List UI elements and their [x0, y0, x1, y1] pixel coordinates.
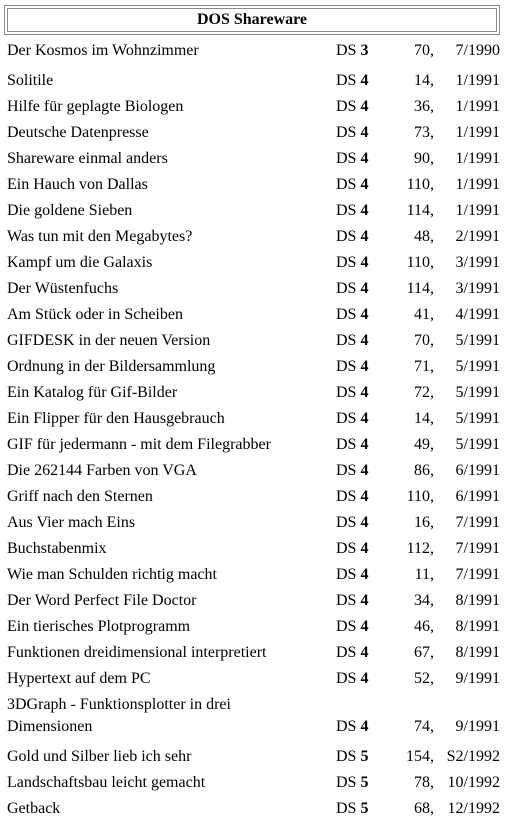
- issue-date: 7/1991: [455, 566, 500, 583]
- magazine-label: [336, 304, 368, 326]
- article-title: Funktionen dreidimensional interpretiert: [7, 644, 267, 661]
- issue-date: 1/1991: [455, 150, 500, 167]
- issue-date: 8/1991: [455, 618, 500, 635]
- article-title: Griff nach den Sternen: [7, 488, 153, 505]
- page-number: 68,: [414, 800, 434, 817]
- article-title: Hypertext auf dem PC: [7, 670, 151, 687]
- issue-number: 4: [360, 644, 369, 661]
- page-number: 11,: [414, 566, 434, 583]
- page-number: 70,: [414, 42, 434, 59]
- page-number: 48,: [414, 228, 434, 245]
- magazine-label: [336, 174, 368, 196]
- magazine-name: DS: [336, 774, 357, 791]
- magazine-name: DS: [336, 150, 357, 167]
- issue-date: 8/1991: [455, 644, 500, 661]
- magazine-label: [336, 382, 368, 404]
- magazine-name: DS: [336, 592, 357, 609]
- magazine-label: [336, 252, 368, 274]
- article-title: Ein tierisches Plotprogramm: [7, 618, 191, 635]
- page-number: 114,: [406, 280, 434, 297]
- article-title: Ein Hauch von Dallas: [7, 176, 148, 193]
- article-title: Kampf um die Galaxis: [7, 254, 153, 271]
- article-title: Aus Vier mach Eins: [7, 514, 136, 531]
- article-title: Solitile: [7, 72, 54, 89]
- issue-date: 5/1991: [455, 332, 500, 349]
- issue-date: 7/1990: [455, 42, 500, 59]
- article-title: Gold und Silber lieb ich sehr: [7, 748, 192, 765]
- issue-number: 4: [360, 72, 369, 89]
- article-title: GIFDESK in der neuen Version: [7, 332, 211, 349]
- page-number: 71,: [414, 358, 434, 375]
- article-title: Ordnung in der Bildersammlung: [7, 358, 216, 375]
- article-title: Buchstabenmix: [7, 540, 107, 557]
- magazine-name: DS: [336, 228, 357, 245]
- article-title: Der Wüstenfuchs: [7, 280, 119, 297]
- magazine-name: DS: [336, 540, 357, 557]
- page-number: 49,: [414, 436, 434, 453]
- issue-number: 4: [360, 176, 369, 193]
- magazine-label: [336, 512, 368, 534]
- page-number: 78,: [414, 774, 434, 791]
- page-number: 14,: [414, 72, 434, 89]
- issue-number: 4: [360, 124, 369, 141]
- issue-number: 4: [360, 618, 369, 635]
- magazine-name: DS: [336, 176, 357, 193]
- magazine-label: [336, 122, 368, 144]
- page-title: DOS Shareware: [7, 8, 497, 32]
- page-number: 90,: [414, 150, 434, 167]
- page-number: 16,: [414, 514, 434, 531]
- page-number: 46,: [414, 618, 434, 635]
- magazine-label: [336, 486, 368, 508]
- magazine-name: DS: [336, 280, 357, 297]
- magazine-name: DS: [336, 72, 357, 89]
- article-title: Wie man Schulden richtig macht: [7, 566, 217, 583]
- magazine-label: [336, 798, 368, 820]
- issue-number: 4: [360, 202, 369, 219]
- issue-date: 7/1991: [455, 514, 500, 531]
- issue-number: 4: [360, 280, 369, 297]
- magazine-name: DS: [336, 748, 357, 765]
- magazine-name: DS: [336, 358, 357, 375]
- magazine-label: [336, 616, 368, 638]
- page-number: 67,: [414, 644, 434, 661]
- article-title: Hilfe für geplagte Biologen: [7, 98, 184, 115]
- page-number: 72,: [414, 384, 434, 401]
- article-title: Landschaftsbau leicht gemacht: [7, 774, 206, 791]
- issue-number: 4: [360, 592, 369, 609]
- magazine-name: DS: [336, 462, 357, 479]
- issue-number: 4: [360, 462, 369, 479]
- issue-date: 2/1991: [455, 228, 500, 245]
- article-title: Was tun mit den Megabytes?: [7, 228, 193, 245]
- magazine-label: [336, 460, 368, 482]
- magazine-name: DS: [336, 618, 357, 635]
- magazine-label: [336, 148, 368, 170]
- article-title: Der Kosmos im Wohnzimmer: [7, 42, 199, 59]
- magazine-label: [336, 200, 368, 222]
- magazine-name: DS: [336, 42, 357, 59]
- magazine-label: [336, 278, 368, 300]
- issue-number: 4: [360, 410, 369, 427]
- issue-number: 4: [360, 670, 369, 687]
- magazine-name: DS: [336, 98, 357, 115]
- magazine-label: [336, 716, 368, 738]
- issue-number: 4: [360, 384, 369, 401]
- issue-number: 4: [360, 514, 369, 531]
- issue-number: 4: [360, 332, 369, 349]
- issue-number: 4: [360, 228, 369, 245]
- magazine-name: DS: [336, 670, 357, 687]
- magazine-name: DS: [336, 124, 357, 141]
- issue-date: 3/1991: [455, 280, 500, 297]
- article-title: Ein Katalog für Gif-Bilder: [7, 384, 178, 401]
- magazine-name: DS: [336, 566, 357, 583]
- issue-date: 6/1991: [455, 462, 500, 479]
- issue-date: 1/1991: [455, 72, 500, 89]
- magazine-label: [336, 668, 368, 690]
- page-number: 36,: [414, 98, 434, 115]
- list-item: [0, 694, 514, 738]
- article-title: Der Word Perfect File Doctor: [7, 592, 197, 609]
- issue-date: 4/1991: [455, 306, 500, 323]
- issue-number: 3: [360, 42, 369, 59]
- page-number: 110,: [406, 488, 434, 505]
- page-number: 70,: [414, 332, 434, 349]
- issue-number: 4: [360, 488, 369, 505]
- article-title: 3DGraph - Funktionsplotter in drei Dimensionen: [7, 696, 231, 735]
- issue-number: 4: [360, 436, 369, 453]
- magazine-name: DS: [336, 488, 357, 505]
- magazine-name: DS: [336, 202, 357, 219]
- issue-date: 3/1991: [455, 254, 500, 271]
- magazine-label: [336, 642, 368, 664]
- page-number: 86,: [414, 462, 434, 479]
- page-number: 41,: [414, 306, 434, 323]
- issue-date: 6/1991: [455, 488, 500, 505]
- issue-number: 4: [360, 150, 369, 167]
- magazine-name: DS: [336, 410, 357, 427]
- magazine-name: DS: [336, 332, 357, 349]
- page-number: 74,: [414, 718, 434, 735]
- issue-date: 1/1991: [455, 176, 500, 193]
- magazine-label: [336, 226, 368, 248]
- issue-number: 4: [360, 254, 369, 271]
- page-number: 34,: [414, 592, 434, 609]
- issue-date: 10/1992: [447, 774, 500, 791]
- magazine-label: [336, 40, 368, 62]
- page-number: 73,: [414, 124, 434, 141]
- issue-number: 4: [360, 358, 369, 375]
- page-number: 110,: [406, 254, 434, 271]
- issue-date: 9/1991: [455, 718, 500, 735]
- magazine-name: DS: [336, 436, 357, 453]
- issue-date: 8/1991: [455, 592, 500, 609]
- page-number: 14,: [414, 410, 434, 427]
- page-number: 52,: [414, 670, 434, 687]
- issue-number: 4: [360, 566, 369, 583]
- issue-date: 1/1991: [455, 124, 500, 141]
- magazine-name: DS: [336, 800, 357, 817]
- magazine-name: DS: [336, 384, 357, 401]
- article-title: GIF für jedermann - mit dem Filegrabber: [7, 436, 271, 453]
- article-title: Deutsche Datenpresse: [7, 124, 149, 141]
- magazine-label: [336, 70, 368, 92]
- issue-date: S2/1992: [446, 748, 500, 765]
- issue-number: 4: [360, 306, 369, 323]
- magazine-name: DS: [336, 644, 357, 661]
- article-title: Die goldene Sieben: [7, 202, 133, 219]
- issue-number: 4: [360, 718, 369, 735]
- issue-date: 1/1991: [455, 202, 500, 219]
- magazine-label: [336, 746, 368, 768]
- issue-number: 5: [360, 774, 369, 791]
- magazine-label: [336, 564, 368, 586]
- magazine-label: [336, 408, 368, 430]
- issue-date: 12/1992: [447, 800, 500, 817]
- table-header: [4, 5, 500, 35]
- issue-number: 4: [360, 540, 369, 557]
- issue-date: 1/1991: [455, 98, 500, 115]
- page-number: 154,: [406, 748, 434, 765]
- issue-date: 5/1991: [455, 436, 500, 453]
- magazine-name: DS: [336, 254, 357, 271]
- page-number: 114,: [406, 202, 434, 219]
- page-number: 112,: [406, 540, 434, 557]
- magazine-label: [336, 434, 368, 456]
- issue-date: 5/1991: [455, 410, 500, 427]
- magazine-label: [336, 590, 368, 612]
- article-title: Ein Flipper für den Hausgebrauch: [7, 410, 225, 427]
- article-title: Die 262144 Farben von VGA: [7, 462, 197, 479]
- article-title: Getback: [7, 800, 61, 817]
- issue-number: 5: [360, 748, 369, 765]
- magazine-name: DS: [336, 306, 357, 323]
- magazine-name: DS: [336, 718, 357, 735]
- issue-number: 4: [360, 98, 369, 115]
- article-title: Shareware einmal anders: [7, 150, 168, 167]
- magazine-label: [336, 772, 368, 794]
- magazine-label: [336, 356, 368, 378]
- magazine-name: DS: [336, 514, 357, 531]
- issue-date: 5/1991: [455, 358, 500, 375]
- issue-date: 5/1991: [455, 384, 500, 401]
- page-number: 110,: [406, 176, 434, 193]
- magazine-label: [336, 330, 368, 352]
- magazine-label: [336, 96, 368, 118]
- issue-date: 9/1991: [455, 670, 500, 687]
- magazine-label: [336, 538, 368, 560]
- article-title: Am Stück oder in Scheiben: [7, 306, 183, 323]
- issue-date: 7/1991: [455, 540, 500, 557]
- issue-number: 5: [360, 800, 369, 817]
